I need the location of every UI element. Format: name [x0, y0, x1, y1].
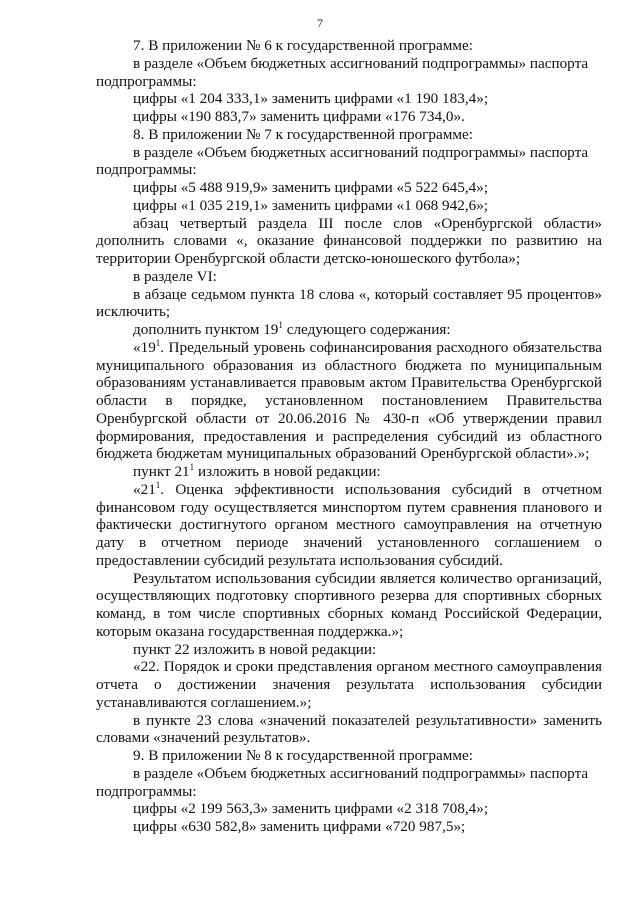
- superscript: 1: [189, 461, 195, 472]
- paragraph: [96, 37, 602, 55]
- paragraph-text-continued: . Оценка эффективности использования субсидий в отчетном финансовом году осуществляется минспортом путем сравнения планового и фактически достигнутого органом местного самоуправления на отчетную дату в отчетном периоде значений установленного соглашением о предоставлении субсидий результата использования субсидий.: [96, 480, 602, 569]
- paragraph: [96, 658, 602, 711]
- paragraph: [96, 481, 602, 570]
- paragraph: [96, 641, 602, 659]
- paragraph: [96, 55, 602, 73]
- paragraph-text: цифры «630 582,8» заменить цифрами «720 987,5»;: [133, 818, 466, 835]
- paragraph: [96, 818, 602, 836]
- paragraph-text: цифры «2 199 563,3» заменить цифрами «2 318 708,4»;: [133, 800, 489, 818]
- paragraph: [96, 73, 602, 91]
- paragraph: [96, 161, 602, 179]
- paragraph-text-continued: следующего содержания:: [282, 321, 451, 338]
- paragraph: [96, 286, 602, 322]
- paragraph-text: цифры «5 488 919,9» заменить цифрами «5 522 645,4»;: [133, 179, 489, 196]
- paragraph-text: «19: [133, 338, 156, 356]
- paragraph: [96, 783, 602, 801]
- paragraph-text: дополнить пунктом 19: [133, 321, 279, 338]
- paragraph: [96, 339, 602, 463]
- paragraph: [96, 126, 602, 144]
- paragraph: [96, 463, 602, 481]
- paragraph-text: «22. Порядок и сроки представления органом местного самоуправления отчета о достижении значения результата использования субсидии устанавливаются соглашением.»;: [96, 658, 602, 711]
- paragraph-text-continued: . Предельный уровень софинансирования расходного обязательства муниципального образования из областного бюджета по муниципальным образованиям устанавливается правовым актом Правительства Оренбургской области в порядке, установленном постановлением Правительства Оренбургской области от 20.06.2016 № 430-п «Об утверждении правил формирования, предоставления и распределения субсидий из областного бюджета бюджетам муниципальных образований Оренбургской области».»;: [96, 338, 602, 463]
- paragraph-text: подпрограммы:: [96, 161, 197, 179]
- paragraph-text: в разделе «Объем бюджетных ассигнований подпрограммы» паспорта: [133, 143, 589, 161]
- paragraph-text: в разделе VI:: [133, 267, 217, 285]
- document-body: [96, 37, 602, 836]
- paragraph-text: подпрограммы:: [96, 782, 197, 800]
- paragraph-text: цифры «1 204 333,1» заменить цифрами «1 190 183,4»;: [133, 90, 489, 108]
- paragraph-text: в пункте 23 слова «значений показателей результативности» заменить словами «значений результатов».: [96, 711, 602, 747]
- paragraph-text: «21: [133, 480, 156, 498]
- paragraph: [96, 144, 602, 162]
- paragraph-text: пункт 22 изложить в новой редакции:: [133, 640, 377, 658]
- paragraph-text: пункт 21: [133, 463, 190, 480]
- paragraph: [96, 747, 602, 765]
- paragraph-text: Результатом использования субсидии является количество организаций, осуществляющих подготовку спортивного резерва для спортивных сборных команд, в том числе спортивных сборных команд Российской Федерации, которым оказана государственная поддержка.»;: [96, 569, 602, 640]
- paragraph-text: абзац четвертый раздела III после слов «Оренбургской области» дополнить словами «, оказание финансовой поддержки по развитию на территории Оренбургской области детско-юношеского футбола»;: [96, 214, 602, 267]
- superscript: 1: [278, 319, 283, 330]
- paragraph: [96, 712, 602, 748]
- paragraph: [96, 765, 602, 783]
- superscript: 1: [155, 479, 161, 490]
- paragraph: [96, 215, 602, 268]
- paragraph: [96, 108, 602, 126]
- paragraph: [96, 179, 602, 197]
- paragraph: [96, 570, 602, 641]
- paragraph-text: в разделе «Объем бюджетных ассигнований подпрограммы» паспорта: [133, 54, 589, 72]
- paragraph: [96, 321, 602, 339]
- paragraph-text: 8. В приложении № 7 к государственной программе:: [133, 125, 473, 143]
- paragraph: [96, 90, 602, 108]
- paragraph-text: цифры «190 883,7» заменить цифрами «176 734,0».: [133, 108, 465, 125]
- paragraph-text: подпрограммы:: [96, 72, 197, 90]
- paragraph-text: в разделе «Объем бюджетных ассигнований подпрограммы» паспорта: [133, 764, 589, 782]
- paragraph-text: в абзаце седьмом пункта 18 слова «, который составляет 95 процентов» исключить;: [96, 285, 602, 321]
- page-number: 7: [317, 16, 323, 30]
- paragraph: [96, 800, 602, 818]
- paragraph-text: 9. В приложении № 8 к государственной программе:: [133, 747, 473, 764]
- paragraph: [96, 268, 602, 286]
- paragraph: [96, 197, 602, 215]
- superscript: 1: [155, 337, 161, 348]
- paragraph-text-continued: изложить в новой редакции:: [194, 463, 381, 480]
- paragraph-text: цифры «1 035 219,1» заменить цифрами «1 068 942,6»;: [133, 196, 489, 214]
- paragraph-text: 7. В приложении № 6 к государственной программе:: [133, 37, 473, 54]
